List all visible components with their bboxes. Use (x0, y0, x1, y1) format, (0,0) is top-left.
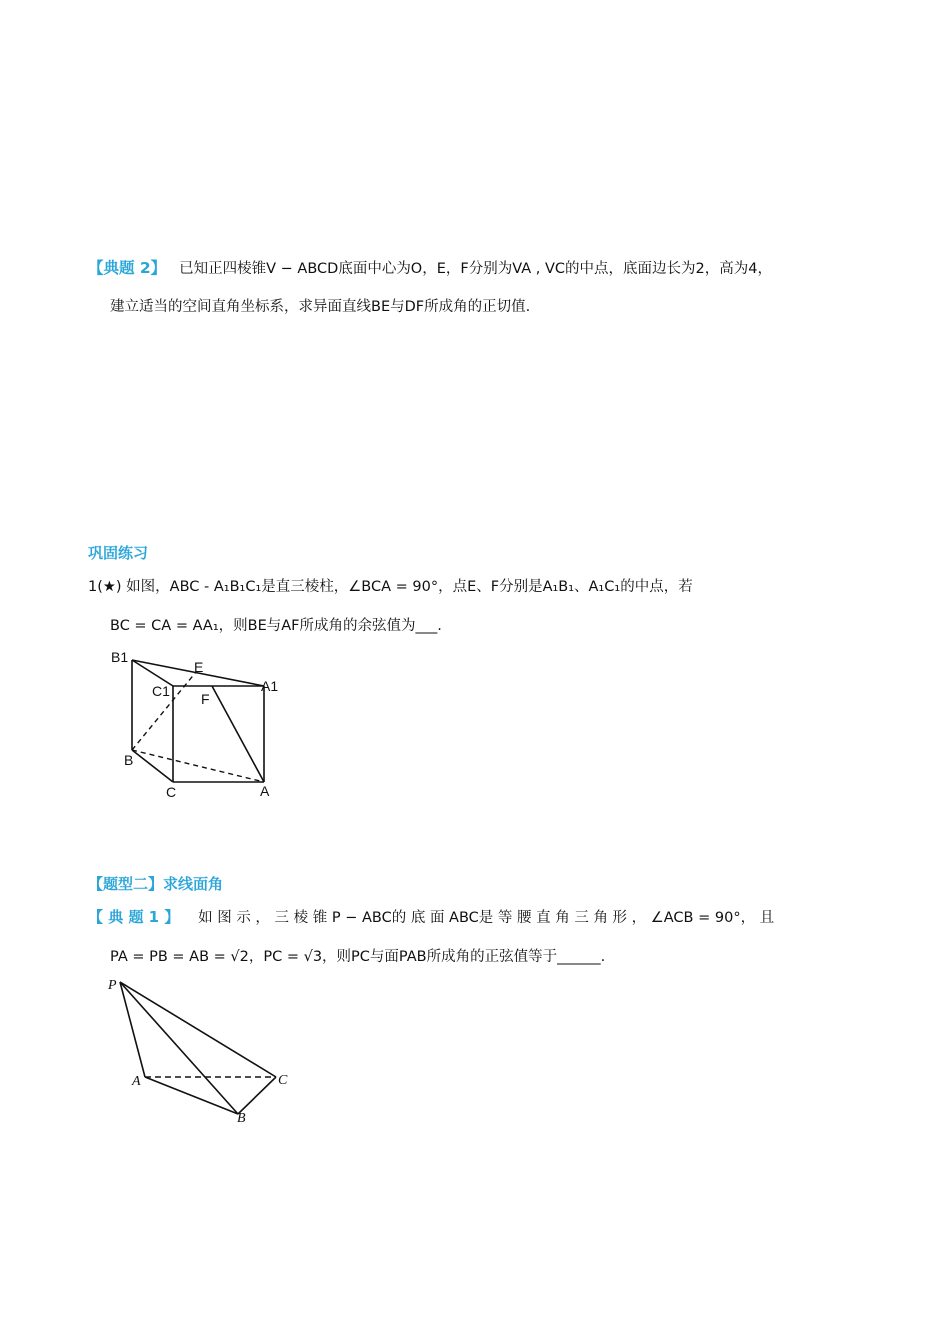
practice-heading: 巩固练习 (88, 544, 149, 562)
section2-text1: 如 图 示 ， 三 棱 锥 P − ABC的 底 面 ABC是 等 腰 直 角 三 角 形 ， ∠ACB = 90°， 且 (198, 910, 775, 926)
label-c1: C1 (152, 683, 170, 699)
label-b: B (237, 1111, 246, 1122)
section2-heading: 【题型二】求线面角 (88, 875, 224, 893)
label-c: C (166, 784, 177, 800)
edge-a-b (145, 1077, 238, 1114)
example2-line1 (88, 256, 772, 278)
edge-b-c (238, 1077, 276, 1114)
label-b: B (124, 752, 134, 768)
label-e: E (194, 659, 204, 675)
section2-tag: 【 典 题 1 】 (88, 908, 180, 926)
practice-q1-line2: BC = CA = AA₁，则BE与AF所成角的余弦值为___. (110, 618, 442, 634)
edge-a-f (212, 686, 264, 782)
label-f: F (201, 691, 210, 707)
prism-figure (108, 645, 308, 805)
label-a: A (132, 1074, 141, 1089)
section2-line2: PA = PB = AB = √2，PC = √3，则PC与面PAB所成角的正弦值等于______. (110, 949, 606, 965)
edge-p-c (120, 982, 276, 1077)
label-a1: A1 (261, 678, 279, 694)
label-c: C (278, 1073, 288, 1088)
label-b1: B1 (111, 649, 129, 665)
section2-line1 (88, 906, 774, 927)
practice-q1-line1: 1(★) 如图，ABC - A₁B₁C₁是直三棱柱，∠BCA = 90°，点E、F分别是A₁B₁、A₁C₁的中点，若 (88, 579, 693, 595)
example2-tag: 【典题 2】 (88, 259, 167, 277)
label-p: P (108, 978, 117, 993)
label-a: A (260, 783, 270, 799)
example2-line2: 建立适当的空间直角坐标系，求异面直线BE与DF所成角的正切值. (110, 299, 531, 315)
pyramid-figure (104, 972, 304, 1122)
example2-text1: 已知正四棱锥V − ABCD底面中心为O，E，F分别为VA , VC的中点，底面边长为2，高为4， (179, 261, 772, 277)
